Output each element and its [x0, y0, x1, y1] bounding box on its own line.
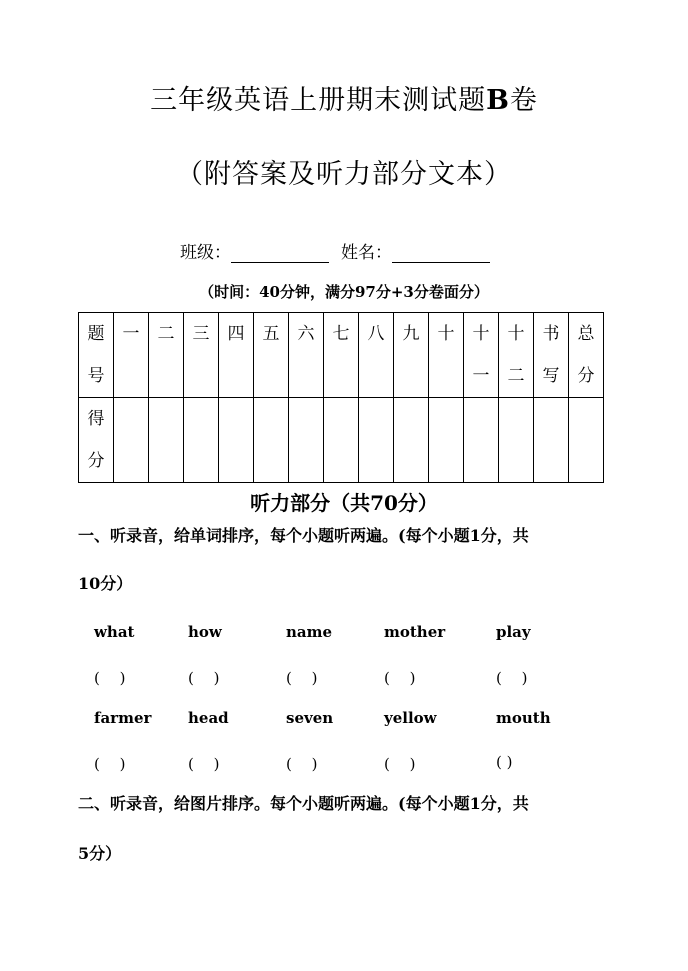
score-cell[interactable] — [114, 398, 149, 483]
class-label: 班级： — [180, 243, 231, 263]
answer-blank[interactable]: ( ) — [94, 755, 126, 773]
header-cell: 二 — [149, 313, 184, 398]
answer-blank[interactable]: ( ) — [286, 755, 318, 773]
question-2-instruction-cont: 5分） — [78, 844, 122, 863]
word-item: seven — [286, 709, 334, 727]
word-item: head — [188, 709, 229, 727]
header-cell: 八 — [359, 313, 394, 398]
score-row-label: 得 分 — [79, 398, 114, 483]
header-cell: 四 — [219, 313, 254, 398]
score-cell[interactable] — [464, 398, 499, 483]
question-2-instruction: 二、听录音，给图片排序。每个小题听两遍。(每个小题1分，共 — [78, 794, 529, 813]
header-cell: 十 一 — [464, 313, 499, 398]
word-item: how — [188, 623, 222, 641]
word-item: mother — [384, 623, 446, 641]
class-blank[interactable] — [231, 244, 329, 263]
title-text-b: B — [486, 85, 510, 116]
student-info-line — [180, 238, 490, 263]
page-subtitle: （附答案及听力部分文本） — [176, 159, 512, 190]
header-cell: 九 — [394, 313, 429, 398]
score-cell[interactable] — [569, 398, 604, 483]
answer-blank[interactable]: ( ) — [496, 753, 513, 771]
header-cell: 七 — [324, 313, 359, 398]
score-table — [78, 312, 604, 483]
word-item: mouth — [496, 709, 551, 727]
answer-blank[interactable]: ( ) — [496, 669, 528, 687]
score-table-score-row — [79, 398, 604, 483]
score-table-header-row — [79, 313, 604, 398]
name-label: 姓名： — [341, 243, 392, 263]
header-cell: 书 写 — [534, 313, 569, 398]
page-title — [0, 78, 688, 117]
title-text-c: 卷 — [509, 85, 538, 116]
header-cell: 题 号 — [79, 313, 114, 398]
answer-blank[interactable]: ( ) — [188, 755, 220, 773]
score-cell[interactable] — [254, 398, 289, 483]
score-cell[interactable] — [499, 398, 534, 483]
word-item: farmer — [94, 709, 152, 727]
time-info: （时间：40分钟，满分97分+3分卷面分） — [199, 283, 489, 301]
answer-blank[interactable]: ( ) — [384, 755, 416, 773]
word-item: what — [94, 623, 135, 641]
score-cell[interactable] — [359, 398, 394, 483]
header-cell: 五 — [254, 313, 289, 398]
header-cell: 十 — [429, 313, 464, 398]
header-cell: 三 — [184, 313, 219, 398]
question-1-instruction-cont: 10分） — [78, 574, 133, 593]
name-blank[interactable] — [392, 244, 490, 263]
score-cell[interactable] — [534, 398, 569, 483]
answer-blank[interactable]: ( ) — [188, 669, 220, 687]
score-cell[interactable] — [429, 398, 464, 483]
score-cell[interactable] — [289, 398, 324, 483]
score-cell[interactable] — [394, 398, 429, 483]
listening-section-title: 听力部分（共70分） — [250, 491, 438, 515]
header-cell: 一 — [114, 313, 149, 398]
answer-blank[interactable]: ( ) — [94, 669, 126, 687]
word-item: play — [496, 623, 531, 641]
answer-blank[interactable]: ( ) — [384, 669, 416, 687]
score-cell[interactable] — [149, 398, 184, 483]
score-cell[interactable] — [184, 398, 219, 483]
answer-blank[interactable]: ( ) — [286, 669, 318, 687]
question-1-instruction: 一、听录音，给单词排序，每个小题听两遍。(每个小题1分，共 — [78, 526, 529, 545]
word-item: yellow — [384, 709, 437, 727]
header-cell: 总 分 — [569, 313, 604, 398]
word-item: name — [286, 623, 333, 641]
title-text-a: 三年级英语上册期末测试题 — [150, 85, 487, 116]
score-cell[interactable] — [219, 398, 254, 483]
header-cell: 六 — [289, 313, 324, 398]
score-cell[interactable] — [324, 398, 359, 483]
header-cell: 十 二 — [499, 313, 534, 398]
